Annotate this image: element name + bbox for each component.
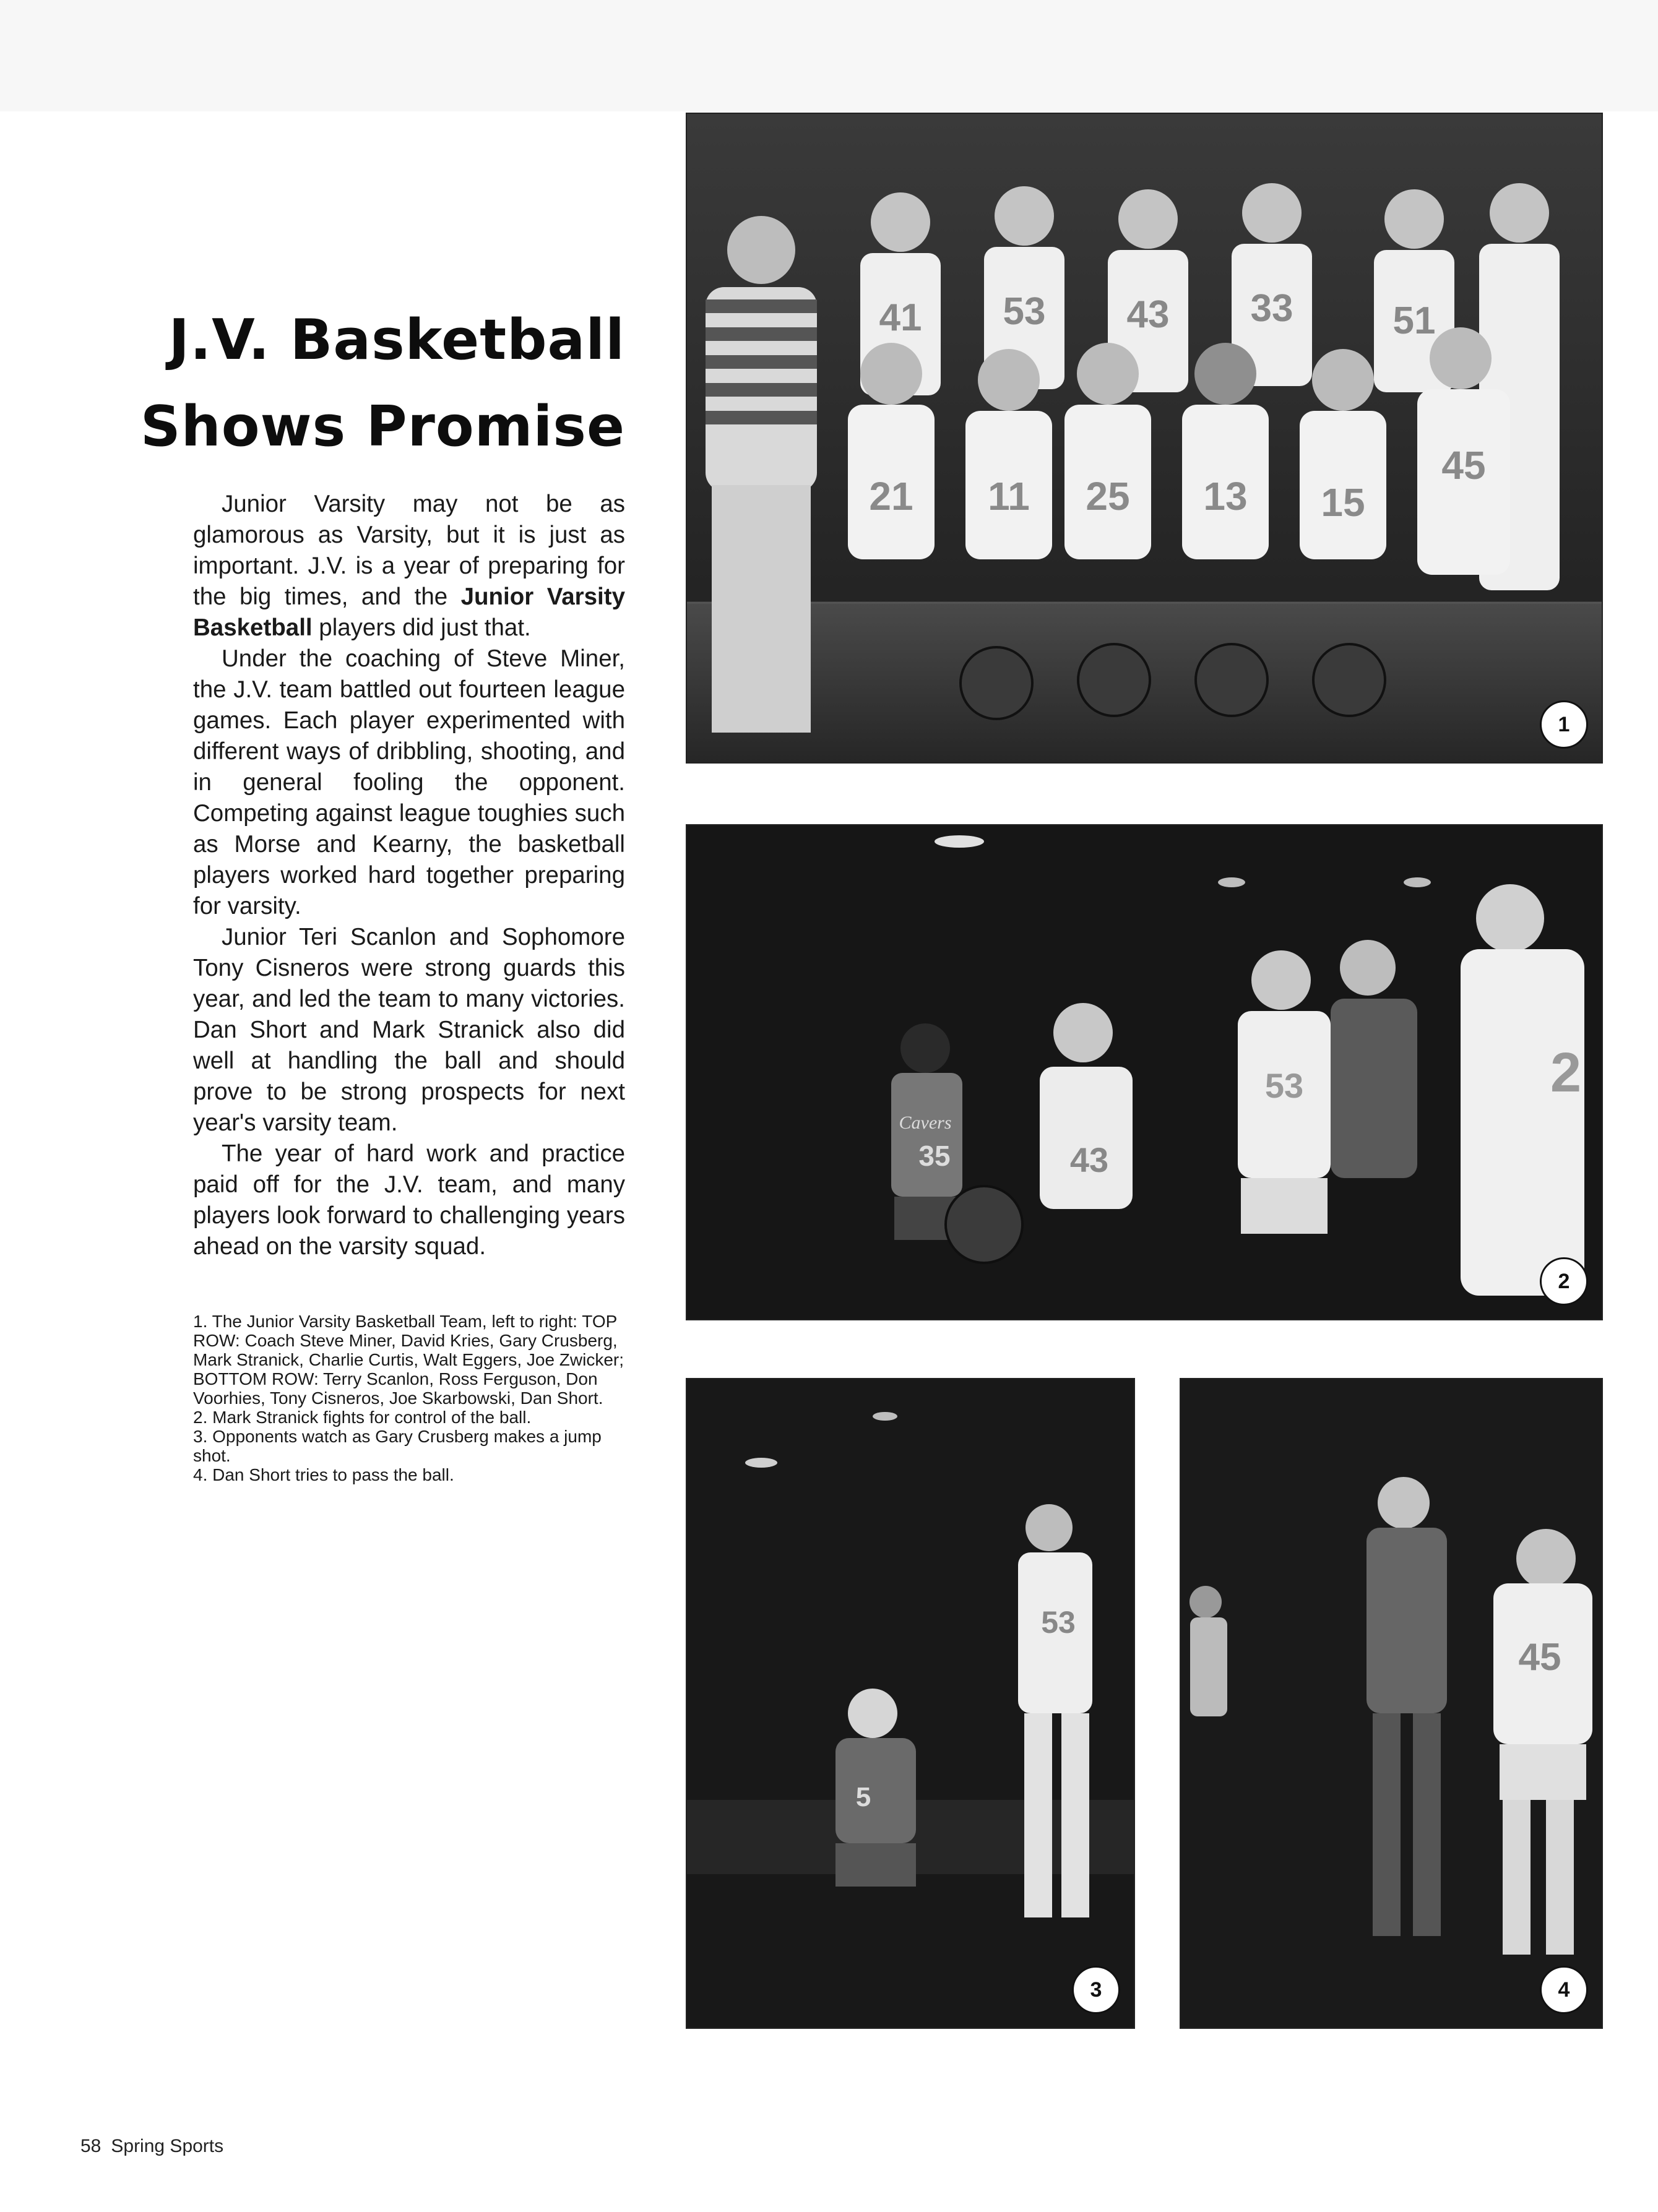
jersey-33: 33	[1250, 287, 1293, 330]
jersey-13: 13	[1203, 474, 1248, 519]
photo-number-badge-4: 4	[1540, 1966, 1588, 2014]
photo-number-badge-1: 1	[1540, 700, 1588, 749]
caption-1: 1. The Junior Varsity Basketball Team, left to right: TOP ROW: Coach Steve Miner, David Kries, Gary Crusberg, Mark Stranick, Charlie Curtis, Walt Eggers, Joe Zwicker; BOTTOM ROW: Terry Scanlon, Ross Ferguson, Don Voorhies, Tony Cisneros, Joe Skarbowski, Dan Short.	[193, 1312, 624, 1408]
section-name: Spring Sports	[111, 2136, 224, 2156]
jersey-45: 45	[1441, 443, 1486, 488]
p1-bold-team-name: Junior Varsity Basketball	[193, 583, 625, 641]
p1-text-a: Junior Varsity may not be as glamorous as Varsity, but it is just as important. J.V. is a year of preparing for the big times, and the	[193, 491, 625, 610]
opponent-cavers-lettering: Cavers	[899, 1112, 952, 1133]
stranick-action-image	[687, 825, 1602, 1319]
page-footer	[80, 2136, 223, 2157]
jersey-43: 43	[1069, 1140, 1109, 1179]
jersey-53: 53	[1041, 1605, 1076, 1640]
jersey-15: 15	[1321, 480, 1365, 525]
article-paragraph-2: Under the coaching of Steve Miner, the J.V. team battled out fourteen league games. Each player experimented with different ways of dribbling, shooting, and in general fooling the opponent. Competing against league toughies such as Morse and Kearny, the basketball players worked hard together preparing for varsity.	[193, 645, 625, 919]
caption-2: 2. Mark Stranick fights for control of the ball.	[193, 1408, 532, 1427]
jersey-53: 53	[1264, 1066, 1304, 1105]
jersey-21: 21	[869, 474, 913, 519]
article-paragraph-1	[193, 489, 625, 643]
coach-figure	[706, 216, 817, 733]
headline	[124, 297, 625, 470]
short-pass-photo	[1180, 1378, 1603, 2029]
caption-4: 4. Dan Short tries to pass the ball.	[193, 1465, 454, 1484]
jersey-43: 43	[1126, 293, 1170, 336]
jersey-2: 2	[1550, 1042, 1582, 1104]
headline-line-2: Shows Promise	[140, 394, 625, 459]
jersey-5: 5	[855, 1782, 871, 1812]
crusberg-jumpshot-photo	[686, 1378, 1135, 2029]
team-photo-image	[687, 114, 1602, 762]
jersey-45: 45	[1518, 1636, 1561, 1679]
jersey-25: 25	[1086, 474, 1130, 519]
jersey-35: 35	[918, 1140, 951, 1172]
article-body	[193, 489, 625, 1262]
article-paragraph-3: Junior Teri Scanlon and Sophomore Tony Cisneros were strong guards this year, and led the team to many victories. Dan Short and Mark Stranick also did well at handling the ball and should prove to be strong prospects for next year's varsity team.	[193, 924, 625, 1136]
photo-number-badge-2: 2	[1540, 1257, 1588, 1306]
headline-line-1: J.V. Basketball	[168, 308, 625, 372]
short-pass-image	[1181, 1379, 1602, 2028]
jersey-53: 53	[1003, 290, 1046, 333]
page-number: 58	[80, 2136, 101, 2156]
jersey-41: 41	[879, 296, 922, 339]
jersey-51: 51	[1392, 299, 1436, 342]
article-paragraph-4: The year of hard work and practice paid off for the J.V. team, and many players look forward to challenging years ahead on the varsity squad.	[193, 1140, 625, 1260]
stranick-action-photo	[686, 824, 1603, 1320]
crusberg-jumpshot-image	[687, 1379, 1134, 2028]
p1-text-b: players did just that.	[312, 614, 531, 641]
photo-number-badge-3: 3	[1072, 1966, 1120, 2014]
photo-captions	[193, 1312, 625, 1484]
team-photo	[686, 113, 1603, 764]
jersey-11: 11	[988, 474, 1030, 519]
caption-3: 3. Opponents watch as Gary Crusberg makes a jump shot.	[193, 1427, 602, 1465]
top-band	[0, 0, 1658, 111]
